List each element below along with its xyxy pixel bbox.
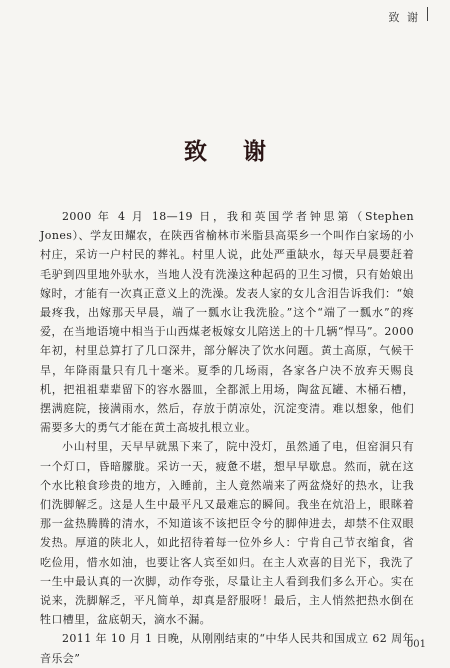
paragraph: 2000 年 4 月 18—19 日，我和英国学者钟思第（Stephen Jones）、学友田耀农，在陕西省榆林市米脂县高渠乡一个叫作白家场的小村庄，采访一户村民的葬礼。村里人说，此处严重缺水，每天早晨要赶着毛驴到四里地外驮水，当地人没有洗澡这种起码的卫生习惯，只有始娘出嫁时，才能有一次真正意义上的洗澡。发表人家的女儿含泪告诉我们：“娘最疼我，出嫁那天早晨，端了一瓢水让我洗脸。”这个“端了一瓢水”的疼爱，在当地语境中相当于山西煤老板嫁女儿陪送上的十几辆“悍马”。2000 年初，村里总算打了几口深井，部分解决了饮水问题。黄土高原，气候干旱，年降雨量只有几十毫米。夏季的几场雨，各家各户决不放弃天赐良机，把祖祖辈辈留下的容水器皿，全都派上用场，陶盆瓦罐、木桶石槽，摆满庭院，接满雨水，然后，存放于荫凉处，沉淀变清。难以想象，他们需要多大的勇气才能在黄土高坡扎根立业。 [40, 210, 414, 435]
paragraph: 小山村里，天早早就黑下来了，院中没灯，虽然通了电，但窑洞只有一个灯口，昏暗朦胧。采访一天，疲惫不堪，想早早歇息。然而，就在这个水比粮食珍贵的地方，入睡前，主人竟然端来了两盆烧好的热水，让我们洗脚解乏。这是人生中最平凡又最难忘的瞬间。我坐在炕沿上，眼眯着那一盆热腾腾的清水，不知道该不该把臣令兮的脚伸进去，却禁不住双眼发热。厚道的陕北人，如此招待着每一位外乡人：宁肯自己节衣缩食，省吃俭用，惜水如油，也要让客人宾至如归。在主人欢喜的目光下，我洗了一生中最认真的一次脚，动作夸张，尽量让主人看到我们多么开心。实在说来，洗脚解乏，平凡简单，却真是舒服呀！最后，主人悄然把热水倒在牲口槽里，盆底朝天，滴水不漏。 [40, 440, 414, 627]
running-head: 致 谢 [388, 11, 420, 24]
paragraph: 2011 年 10 月 1 日晚，从刚刚结束的“中华人民共和国成立 62 周年音乐会” [40, 632, 414, 665]
body-text [40, 207, 414, 668]
running-head-rule [427, 7, 429, 21]
chapter-title: 致 谢 [183, 138, 280, 166]
page-number: 001 [406, 639, 426, 650]
